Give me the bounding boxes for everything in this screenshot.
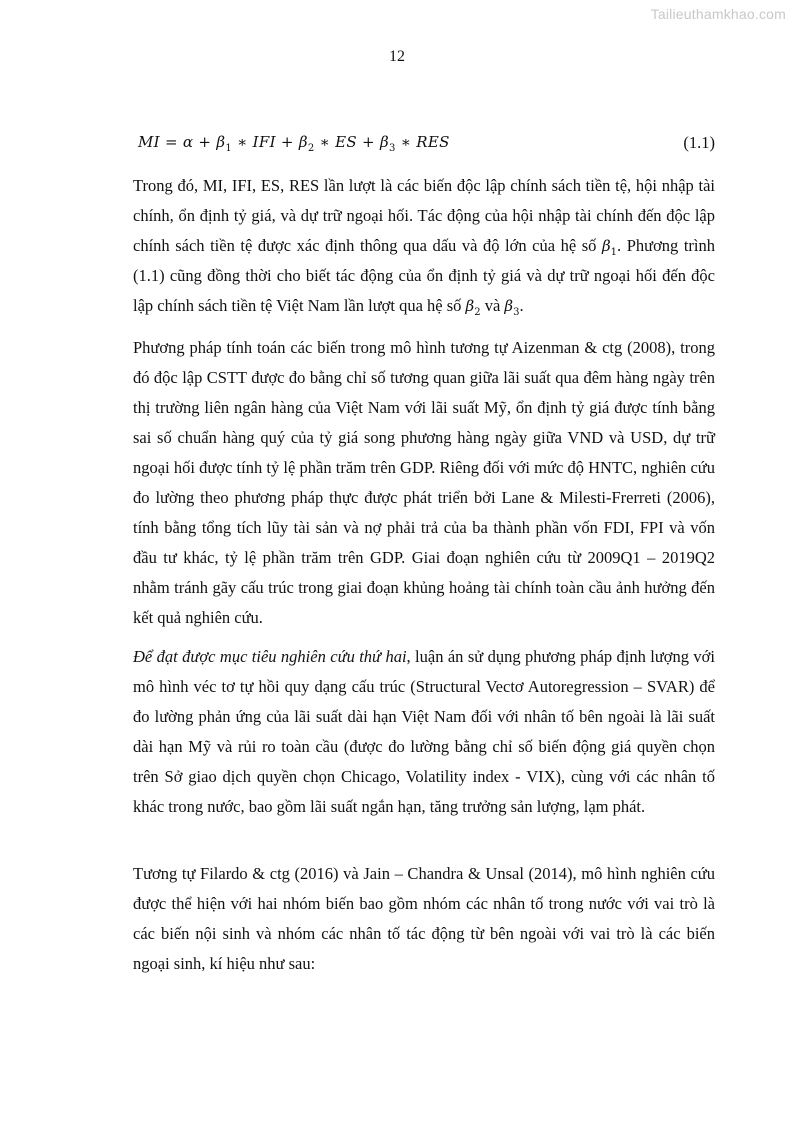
objective-two-italic: Để đạt được mục tiêu nghiên cứu thứ hai (133, 647, 407, 666)
paragraph-model: Tương tự Filardo & ctg (2016) và Jain – Chandra & Unsal (2014), mô hình nghiên cứu được thể hiện với hai nhóm biến bao gồm nhóm các nhân tố trong nước với vai trò là các biến nội sinh và nhóm các nhân tố tác động từ bên ngoài với vai trò là các biến ngoại sinh, kí hiệu như sau: (133, 864, 715, 973)
beta1-symbol: $\beta_1$ (601, 237, 618, 258)
paragraph-variables: Trong đó, MI, IFI, ES, RES lần lượt là các biến độc lập chính sách tiền tệ, hội nhập tài chính, ổn định tỷ giá, và dự trữ ngoại hối. Tác động của hội nhập tài chính đến độc lập chính sách tiền tệ được xác định thông qua dấu và độ lớn của hệ số $\beta_1$. Phương trình (1.1) cũng đồng thời cho biết tác động của ổn định tỷ giá và dự trữ ngoại hối đến độc lập chính sách tiền tệ Việt Nam lần lượt qua hệ số $\beta_2$ và $\beta_3$. (133, 176, 716, 318)
equation-number: (1.1) (683, 133, 715, 152)
watermark: Tailieuthamkhao.com (650, 6, 786, 22)
equation: MI = $\alpha + \beta_1$ ∗ IFI + $\beta_2$ ∗ ES + $\beta_3$ ∗ RES (138, 133, 450, 154)
page-number: 12 (389, 48, 405, 65)
beta2-symbol: $\beta_2$ (465, 297, 481, 318)
equation-row (133, 133, 715, 157)
beta3-symbol: $\beta_3$ (504, 297, 520, 318)
paragraph-method: Phương pháp tính toán các biến trong mô hình tương tự Aizenman & ctg (2008), trong đó độc lập CSTT được đo bằng chỉ số tương quan giữa lãi suất qua đêm hàng ngày trên thị trường liên ngân hàng của Việt Nam với lãi suất Mỹ, ổn định tỷ giá được tính bằng sai số chuẩn hàng quý của tỷ giá song phương hàng ngày giữa VND và USD, dự trữ ngoại hối được tính tỷ lệ phần trăm trên GDP. Riêng đối với mức độ HNTC, nghiên cứu đo lường theo phương pháp thực được phát triển bởi Lane & Milesti-Frerreti (2006), tính bằng tổng tích lũy tài sản và nợ phải trả của ba thành phần vốn FDI, FPI và vốn đầu tư khác, tỷ lệ phần trăm trên GDP. Giai đoạn nghiên cứu từ 2009Q1 – 2019Q2 nhằm tránh gãy cấu trúc trong giai đoạn khủng hoảng tài chính toàn cầu ảnh hưởng đến kết quả nghiên cứu. (133, 338, 715, 627)
paragraph-objective-two: Để đạt được mục tiêu nghiên cứu thứ hai, luận án sử dụng phương pháp định lượng với mô hình véc tơ tự hồi quy dạng cấu trúc (Structural Vectơ Autoregression – SVAR) để đo lường phản ứng của lãi suất dài hạn Việt Nam đối với nhân tố bên ngoài là lãi suất dài hạn Mỹ và rủi ro toàn cầu (được đo lường bằng chỉ số biến động giá quyền chọn trên Sở giao dịch quyền chọn Chicago, Volatility index - VIX), cùng với các nhân tố khác trong nước, bao gồm lãi suất ngắn hạn, tăng trưởng sản lượng, lạm phát. (133, 647, 715, 816)
